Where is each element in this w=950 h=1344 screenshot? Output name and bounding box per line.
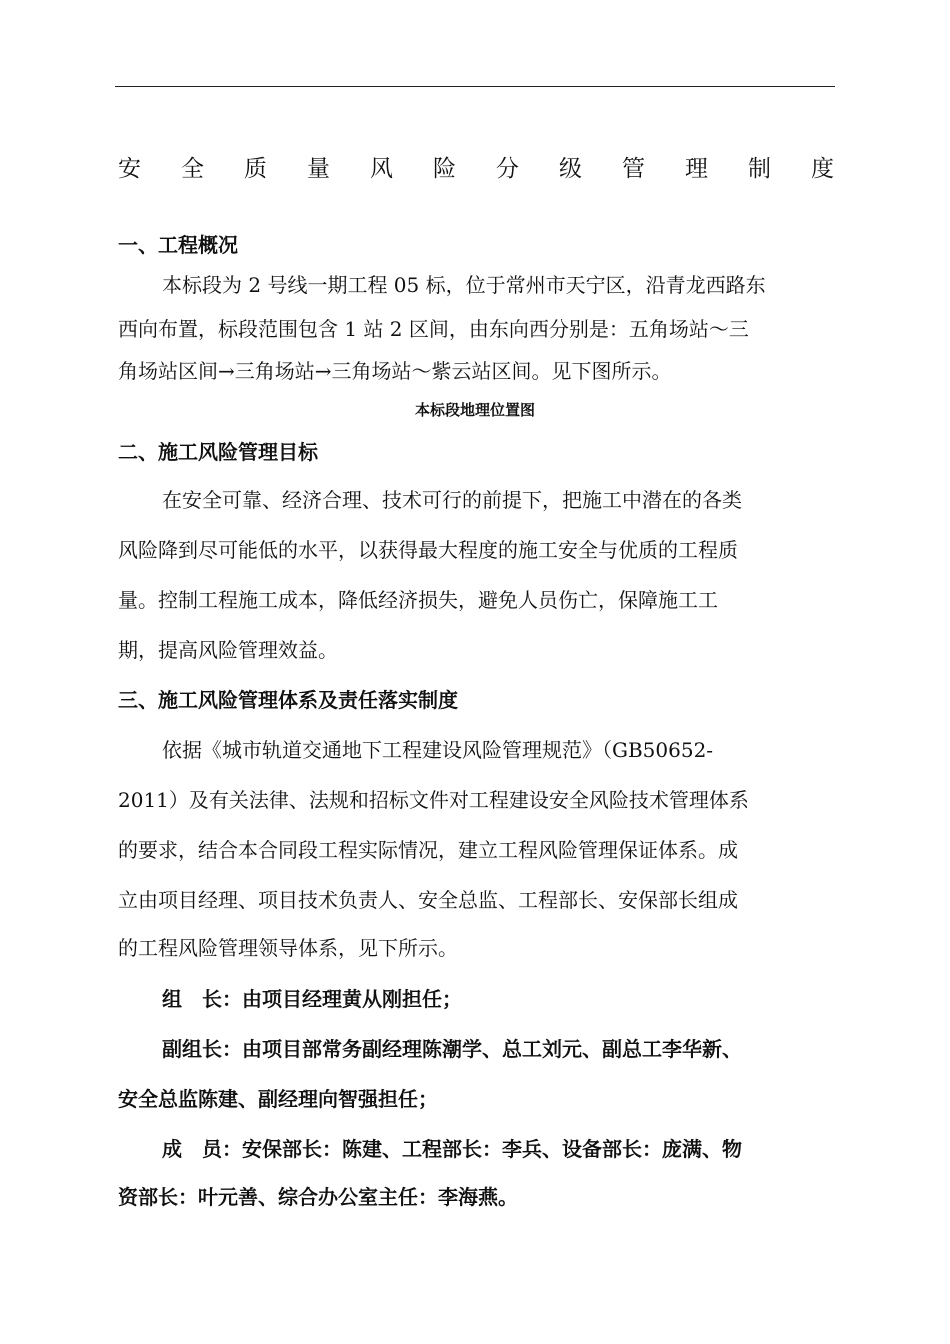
section-2-line: 在安全可靠、经济合理、技术可行的前提下，把施工中潜在的各类: [162, 488, 742, 512]
title-char: 度: [811, 156, 834, 182]
title-char: 质: [244, 156, 267, 182]
figure-caption: 本标段地理位置图: [414, 401, 535, 419]
section-2-line: 量。控制工程施工成本，降低经济损失，避免人员伤亡，保障施工工: [118, 588, 718, 612]
title-char: 制: [748, 156, 771, 182]
title-char: 全: [181, 156, 204, 182]
leader-line: 组 长：由项目经理黄从刚担任；: [162, 987, 462, 1011]
member-line: 成 员：安保部长：陈建、工程部长：李兵、设备部长：庞满、物: [162, 1137, 742, 1161]
title-char: 风: [370, 156, 393, 182]
section-1-line: 本标段为 2 号线一期工程 05 标，位于常州市天宁区，沿青龙西路东: [162, 273, 766, 297]
section-2-heading: 二、施工风险管理目标: [118, 440, 318, 464]
title-char: 分: [496, 156, 519, 182]
header-rule: [115, 86, 835, 87]
title-char: 理: [685, 156, 708, 182]
section-3-line: 的要求，结合本合同段工程实际情况，建立工程风险管理保证体系。成: [118, 838, 738, 862]
document-title: [118, 150, 834, 183]
deputy-line: 安全总监陈建、副经理向智强担任；: [118, 1087, 438, 1111]
section-1-heading: 一、工程概况: [118, 233, 238, 257]
section-3-line: 立由项目经理、项目技术负责人、安全总监、工程部长、安保部长组成: [118, 888, 738, 912]
section-2-line: 期，提高风险管理效益。: [118, 638, 338, 662]
section-3-heading: 三、施工风险管理体系及责任落实制度: [118, 688, 458, 712]
section-3-line: 2011）及有关法律、法规和招标文件对工程建设安全风险技术管理体系: [118, 788, 749, 812]
member-line: 资部长：叶元善、综合办公室主任：李海燕。: [118, 1185, 518, 1209]
deputy-line: 副组长：由项目部常务副经理陈潮学、总工刘元、副总工李华新、: [162, 1037, 742, 1061]
title-char: 量: [307, 156, 330, 182]
title-char: 险: [433, 156, 456, 182]
title-char: 管: [622, 156, 645, 182]
title-char: 安: [118, 156, 141, 182]
section-1-line: 西向布置，标段范围包含 1 站 2 区间，由东向西分别是：五角场站～三: [118, 317, 749, 341]
title-char: 级: [559, 156, 582, 182]
section-3-line: 的工程风险管理领导体系，见下所示。: [118, 936, 458, 960]
section-1-line: 角场站区间→三角场站→三角场站～紫云站区间。见下图所示。: [118, 359, 672, 383]
section-3-line: 依据《城市轨道交通地下工程建设风险管理规范》（GB50652-: [162, 738, 714, 762]
section-2-line: 风险降到尽可能低的水平，以获得最大程度的施工安全与优质的工程质: [118, 538, 738, 562]
